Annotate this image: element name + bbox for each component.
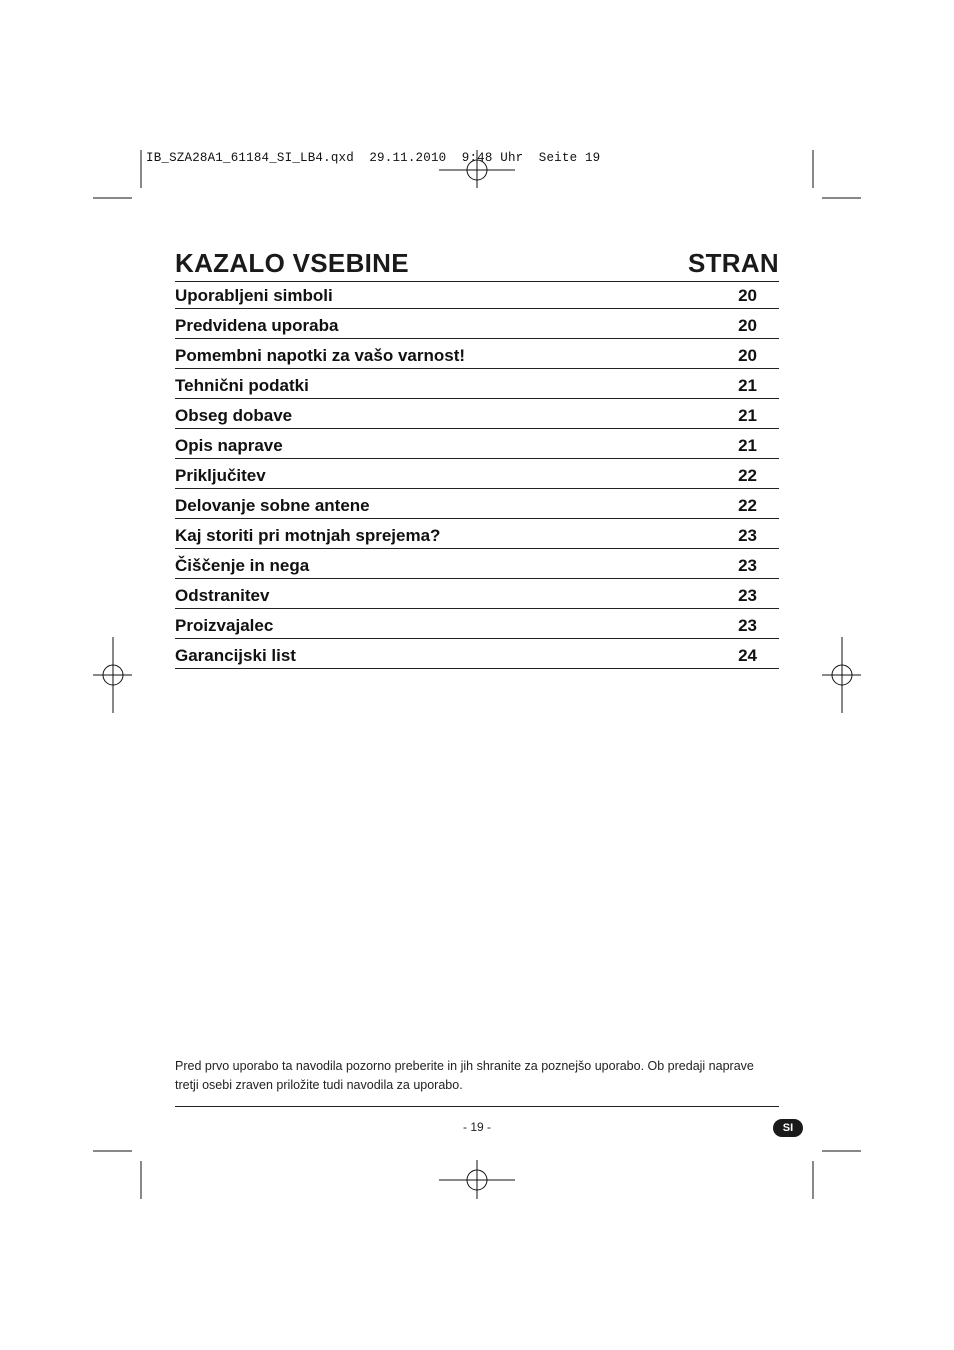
toc-row: [175, 432, 779, 459]
toc-page-heading: STRAN: [687, 248, 779, 278]
toc-row: [175, 312, 779, 339]
toc-row: [175, 492, 779, 519]
toc-entry-title: Proizvajalec: [175, 616, 274, 635]
toc-heading: KAZALO VSEBINE: [175, 248, 409, 278]
toc-row: [175, 522, 779, 549]
toc-row: [175, 402, 779, 429]
toc-entry-title: Delovanje sobne antene: [175, 496, 370, 515]
toc-entry-page: 23: [738, 556, 757, 575]
toc-entry-page: 21: [738, 406, 757, 425]
toc-entry-page: 20: [738, 316, 757, 335]
file-slug-line: IB_SZA28A1_61184_SI_LB4.qxd 29.11.2010 9:48 Uhr Seite 19: [146, 151, 601, 165]
usage-note: [175, 1057, 785, 1095]
toc-entry-page: 24: [738, 646, 757, 665]
registration-mark-left: [93, 637, 132, 713]
page-number: - 19 -: [462, 1120, 491, 1134]
toc-row: [175, 552, 779, 579]
toc-entry-title: Opis naprave: [175, 436, 283, 455]
table-of-contents: [175, 281, 779, 669]
toc-entry-page: 23: [738, 586, 757, 605]
toc-entry-title: Kaj storiti pri motnjah sprejema?: [175, 526, 441, 545]
toc-entry-page: 20: [738, 286, 757, 305]
toc-row: [175, 462, 779, 489]
registration-mark-right: [822, 637, 861, 713]
toc-row: [175, 372, 779, 399]
toc-row: [175, 612, 779, 639]
toc-entry-title: Odstranitev: [175, 586, 270, 605]
toc-row: [175, 342, 779, 369]
toc-entry-title: Garancijski list: [175, 646, 296, 665]
toc-entry-title: Čiščenje in nega: [175, 556, 310, 575]
usage-note-line: Pred prvo uporabo ta navodila pozorno preberite in jih shranite za poznejšo uporabo. Ob predaji naprave: [175, 1059, 754, 1073]
footer-divider: [175, 1106, 779, 1107]
toc-row: [175, 282, 779, 309]
toc-entry-page: 23: [738, 526, 757, 545]
toc-header: [175, 242, 779, 278]
toc-entry-page: 22: [738, 466, 757, 485]
toc-entry-page: 22: [738, 496, 757, 515]
toc-entry-title: Predvidena uporaba: [175, 316, 339, 335]
toc-entry-page: 21: [738, 376, 757, 395]
toc-row: [175, 582, 779, 609]
toc-entry-title: Tehnični podatki: [175, 376, 309, 395]
registration-mark-bottom: [439, 1160, 515, 1199]
toc-entry-title: Pomembni napotki za vašo varnost!: [175, 346, 466, 365]
toc-entry-page: 21: [738, 436, 757, 455]
toc-entry-title: Obseg dobave: [175, 406, 293, 425]
usage-note-line: tretji osebi zraven priložite tudi navodila za uporabo.: [175, 1078, 463, 1092]
toc-entry-title: Uporabljeni simboli: [175, 286, 333, 305]
toc-entry-page: 20: [738, 346, 757, 365]
toc-entry-page: 23: [738, 616, 757, 635]
toc-entry-title: Priključitev: [175, 466, 266, 485]
language-badge: SI: [773, 1119, 803, 1137]
toc-row: [175, 642, 779, 669]
